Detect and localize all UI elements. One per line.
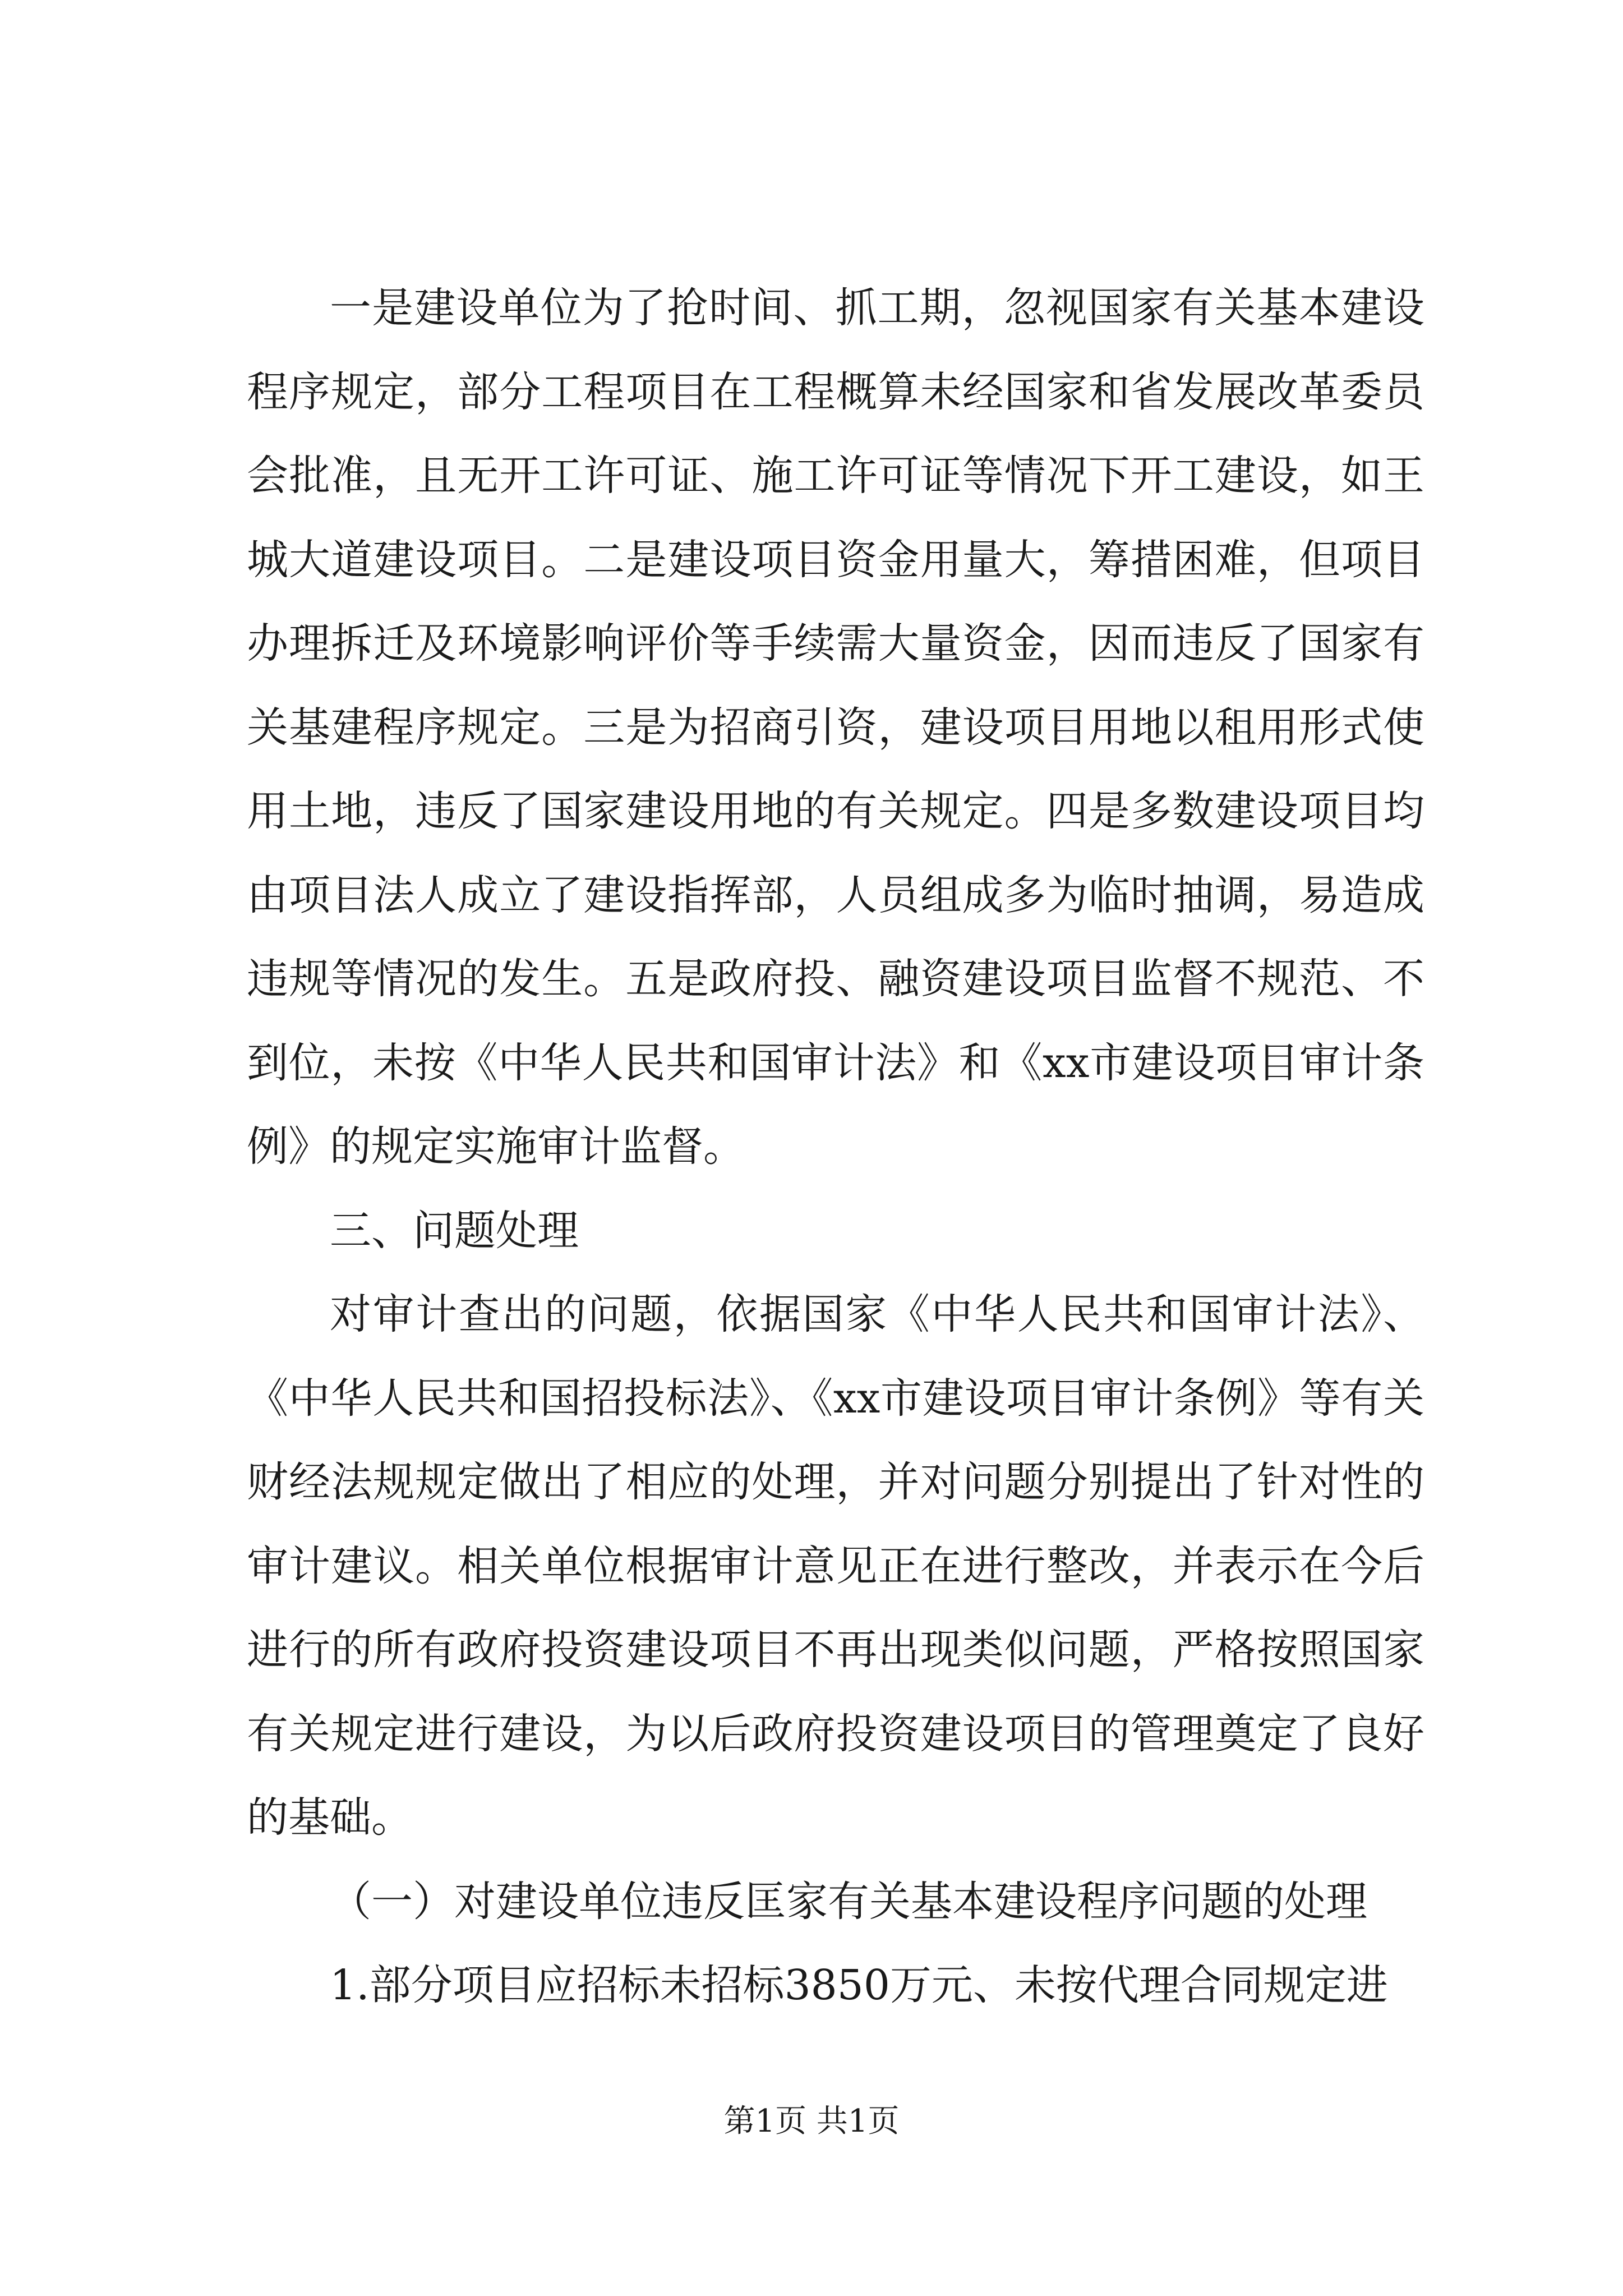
document-body xyxy=(247,266,1424,2028)
paragraph-causes: 一是建设单位为了抢时间、抓工期，忽视国家有关基本建设程序规定，部分工程项目在工程概算未经国家和省发展改革委员会批准，且无开工许可证、施工许可证等情况下开工建设，如王城大道建设项目。二是建设项目资金用量大，筹措困难，但项目办理拆迁及环境影响评价等手续需大量资金，因而违反了国家有关基建程序规定。三是为招商引资，建设项目用地以租用形式使用土地，违反了国家建设用地的有关规定。四是多数建设项目均由项目法人成立了建设指挥部，人员组成多为临时抽调，易造成违规等情况的发生。五是政府投、融资建设项目监督不规范、不到位，未按《中华人民共和国审计法》和《xx市建设项目审计条例》的规定实施审计监督。 xyxy=(247,284,1424,1171)
page-footer: 第1页 共1页 xyxy=(723,2103,900,2139)
subsection-heading-1: （一）对建设单位违反匡家有关基本建设程序问题的处理 xyxy=(330,1877,1367,1926)
paragraph-item-1: 1.部分项目应招标未招标3850万元、未按代理合同规定进 xyxy=(330,1961,1388,2009)
paragraph-handling: 对审计查出的问题，依据国家《中华人民共和国审计法》、《中华人民共和国招投标法》、《xx市建设项目审计条例》等有关财经法规规定做出了相应的处理，并对问题分别提出了针对性的审计建议。相关单位根据审计意见正在进行整改，并表示在今后进行的所有政府投资建设项目不再出现类似问题，严格按照国家有关规定进行建设，为以后政府投资建设项目的管理奠定了良好的基础。 xyxy=(247,1290,1424,1842)
section-heading-problem-handling: 三、问题处理 xyxy=(330,1206,579,1255)
